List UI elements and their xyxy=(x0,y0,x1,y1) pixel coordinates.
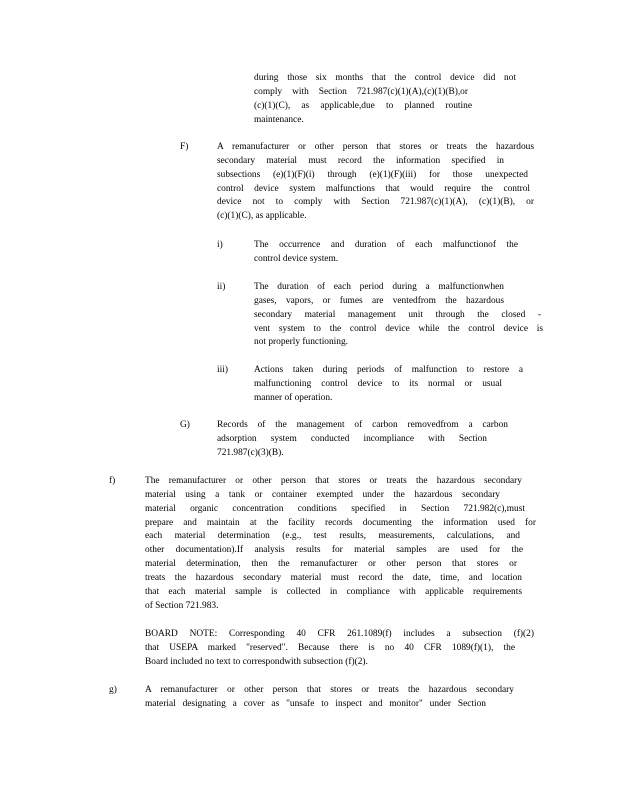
text-line: material designating a cover as "unsafe to inspect and monitor" under Section xyxy=(145,698,486,709)
text-line: (c)(1)(C), as applicable. xyxy=(217,211,307,222)
item-label-i: i) xyxy=(217,240,223,250)
item-label-G: G) xyxy=(180,420,190,430)
text-line: other documentation).If analysis results for material samples are used for the xyxy=(145,545,523,556)
text-line: prepare and maintain at the facility records documenting the information used for xyxy=(145,517,536,528)
text-line: Actions taken during periods of malfunction to restore a xyxy=(254,365,523,375)
text-line: that each material sample is collected in compliance with applicable requirements xyxy=(145,586,522,597)
text-line: manner of operation. xyxy=(254,392,333,403)
text-line: adsorption system conducted incompliance with Section xyxy=(217,433,487,444)
text-line: A remanufacturer or other person that stores or treats the hazardous secondary xyxy=(145,685,514,695)
item-F-paragraph xyxy=(217,141,534,224)
text-line: A remanufacturer or other person that stores or treats the hazardous xyxy=(217,142,534,152)
text-line: of Section 721.983. xyxy=(145,600,219,611)
text-line: vent system to the control device while the control device is xyxy=(254,323,543,334)
item-G-paragraph xyxy=(217,419,508,461)
item-g-paragraph xyxy=(145,684,514,712)
board-note-paragraph xyxy=(145,628,534,670)
item-i-paragraph xyxy=(254,239,518,267)
item-f-paragraph xyxy=(145,475,536,613)
text-line: that USEPA marked "reserved". Because there is no 40 CFR 1089(f)(1), the xyxy=(145,642,515,653)
text-line: The occurrence and duration of each malfunctionof the xyxy=(254,240,518,250)
continuation-paragraph xyxy=(254,72,516,127)
item-label-f: f) xyxy=(109,476,116,486)
text-line: material determination, then the remanufacturer or other person that stores or xyxy=(145,559,517,570)
item-label-iii: iii) xyxy=(217,365,228,375)
item-ii-paragraph xyxy=(254,281,543,350)
text-line: treats the hazardous secondary material must record the date, time, and location xyxy=(145,572,522,583)
text-line: control device system. xyxy=(254,253,339,264)
text-line: secondary material must record the information specified in xyxy=(217,155,504,166)
text-line: material organic concentration conditions specified in Section 721.982(c),must xyxy=(145,503,525,514)
item-label-F: F) xyxy=(180,142,189,152)
text-line: secondary material management unit through the closed - xyxy=(254,309,541,320)
text-line: malfunctioning control device to its normal or usual xyxy=(254,378,502,389)
text-line: control device system malfunctions that would require the control xyxy=(217,183,530,194)
text-line: during those six months that the control device did not xyxy=(254,73,516,83)
text-line: Board included no text to correspondwith subsection (f)(2). xyxy=(145,656,368,667)
text-line: device not to comply with Section 721.987(c)(1)(A), (c)(1)(B), or xyxy=(217,197,534,208)
item-iii-paragraph xyxy=(254,364,523,406)
text-line: (c)(1)(C), as applicable,due to planned routine xyxy=(254,100,472,111)
text-line: material using a tank or container exempted under the hazardous secondary xyxy=(145,489,500,500)
text-line: maintenance. xyxy=(254,114,304,125)
text-line: comply with Section 721.987(c)(1)(A),(c)(1)(B),or xyxy=(254,86,468,97)
item-label-ii: ii) xyxy=(217,282,226,292)
text-line: gases, vapors, or fumes are ventedfrom the hazardous xyxy=(254,295,504,306)
text-line: not properly functioning. xyxy=(254,337,348,348)
text-line: The remanufacturer or other person that stores or treats the hazardous secondary xyxy=(145,476,522,486)
item-label-g: g) xyxy=(109,685,117,695)
text-line: 721.987(c)(3)(B). xyxy=(217,447,284,458)
text-line: The duration of each period during a malfunctionwhen xyxy=(254,282,504,292)
text-line: subsections (e)(1)(F)(i) through (e)(1)(F)(iii) for those unexpected xyxy=(217,169,528,180)
text-line: Records of the management of carbon removedfrom a carbon xyxy=(217,420,508,430)
text-line: BOARD NOTE: Corresponding 40 CFR 261.1089(f) includes a subsection (f)(2) xyxy=(145,629,534,639)
text-line: each material determination (e.g., test results, measurements, calculations, and xyxy=(145,531,520,542)
